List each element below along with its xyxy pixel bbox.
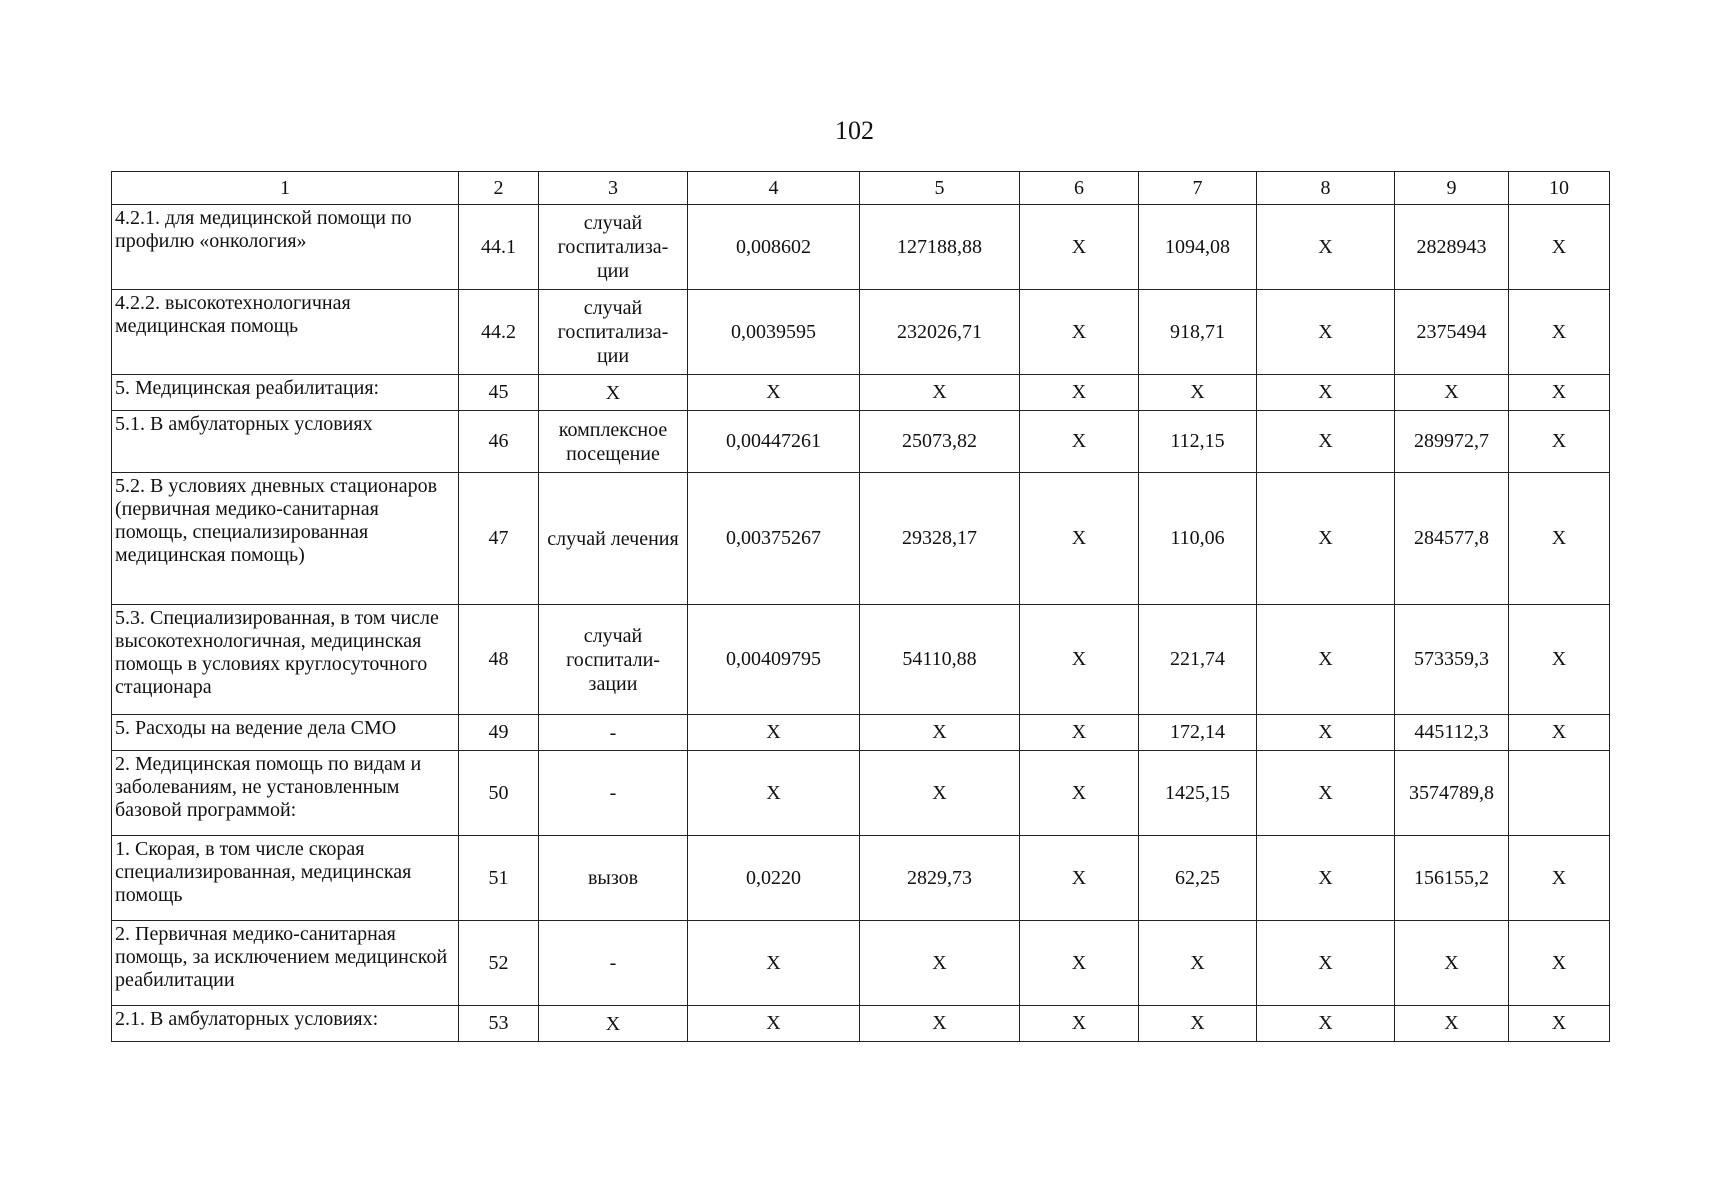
table-cell: - <box>539 715 688 751</box>
table-cell: 573359,3 <box>1395 605 1509 715</box>
table-cell: Х <box>860 921 1020 1006</box>
table-cell: 3574789,8 <box>1395 751 1509 836</box>
table-cell: 1425,15 <box>1139 751 1257 836</box>
column-number: 2 <box>459 172 539 205</box>
table-body <box>112 172 1610 1042</box>
table-cell: 46 <box>459 411 539 473</box>
table-cell: 2375494 <box>1395 290 1509 375</box>
table-cell: Х <box>1139 375 1257 411</box>
table-cell: Х <box>1509 1006 1610 1042</box>
table-cell: Х <box>1257 715 1395 751</box>
table-cell: Х <box>539 1006 688 1042</box>
table-cell: Х <box>1257 473 1395 605</box>
table-cell: Х <box>539 375 688 411</box>
table-cell: 0,00375267 <box>688 473 860 605</box>
column-number: 10 <box>1509 172 1610 205</box>
table-cell: Х <box>1139 1006 1257 1042</box>
table-cell: Х <box>1020 715 1139 751</box>
table-cell: 127188,88 <box>860 205 1020 290</box>
table-cell: Х <box>1020 375 1139 411</box>
table-cell: 2828943 <box>1395 205 1509 290</box>
table-cell: Х <box>1509 836 1610 921</box>
table-cell: 110,06 <box>1139 473 1257 605</box>
table-cell: 53 <box>459 1006 539 1042</box>
table-row <box>112 836 1610 921</box>
table-cell: 49 <box>459 715 539 751</box>
table-cell: случай госпитализа-ции <box>539 205 688 290</box>
table-row <box>112 473 1610 605</box>
table-cell: 2829,73 <box>860 836 1020 921</box>
table-cell: Х <box>1020 473 1139 605</box>
table-cell: комплексное посещение <box>539 411 688 473</box>
table-cell: 0,00409795 <box>688 605 860 715</box>
table-cell: Х <box>1509 411 1610 473</box>
table-cell: 48 <box>459 605 539 715</box>
column-number-row <box>112 172 1610 205</box>
table-cell: 0,0039595 <box>688 290 860 375</box>
row-label-cell: 2.1. В амбулаторных условиях: <box>112 1006 459 1042</box>
table-cell: Х <box>1257 751 1395 836</box>
table-cell: Х <box>1020 605 1139 715</box>
table-row <box>112 715 1610 751</box>
row-label-cell: 1. Скорая, в том числе скорая специализированная, медицинская помощь <box>112 836 459 921</box>
table-cell: Х <box>1509 605 1610 715</box>
table-row <box>112 290 1610 375</box>
column-number: 9 <box>1395 172 1509 205</box>
table-cell: 0,008602 <box>688 205 860 290</box>
table-cell: Х <box>1020 751 1139 836</box>
table-cell: Х <box>1139 921 1257 1006</box>
table-cell: 221,74 <box>1139 605 1257 715</box>
table-cell: Х <box>688 1006 860 1042</box>
table-cell: Х <box>1257 290 1395 375</box>
table-cell: Х <box>688 375 860 411</box>
table-cell: Х <box>1395 921 1509 1006</box>
table-cell: Х <box>1020 1006 1139 1042</box>
table-cell: случай лечения <box>539 473 688 605</box>
table-cell: 54110,88 <box>860 605 1020 715</box>
table-row <box>112 411 1610 473</box>
table-row <box>112 751 1610 836</box>
table-cell: Х <box>1257 375 1395 411</box>
table-cell: Х <box>1020 921 1139 1006</box>
table-cell: 918,71 <box>1139 290 1257 375</box>
table-cell: Х <box>860 751 1020 836</box>
table-cell: 232026,71 <box>860 290 1020 375</box>
table-cell: 1094,08 <box>1139 205 1257 290</box>
row-label-cell: 5. Медицинская реабилитация: <box>112 375 459 411</box>
table-cell: Х <box>1257 921 1395 1006</box>
table-cell: 44.2 <box>459 290 539 375</box>
table-cell: 50 <box>459 751 539 836</box>
column-number: 8 <box>1257 172 1395 205</box>
table-cell: Х <box>1509 290 1610 375</box>
table-cell: Х <box>1020 205 1139 290</box>
table-cell: Х <box>1509 473 1610 605</box>
table-cell: Х <box>1020 411 1139 473</box>
table-cell: Х <box>1509 715 1610 751</box>
table-cell: - <box>539 751 688 836</box>
table-cell: Х <box>1509 205 1610 290</box>
row-label-cell: 4.2.1. для медицинской помощи по профилю «онкология» <box>112 205 459 290</box>
table-cell: Х <box>1509 921 1610 1006</box>
table-cell: 289972,7 <box>1395 411 1509 473</box>
table-cell: случай госпитализа-ции <box>539 290 688 375</box>
row-label-cell: 5.2. В условиях дневных стационаров (первичная медико-санитарная помощь, специализированная медицинская помощь) <box>112 473 459 605</box>
table-cell: Х <box>1257 411 1395 473</box>
data-table <box>111 171 1610 1042</box>
table-cell: Х <box>860 715 1020 751</box>
table-cell: 62,25 <box>1139 836 1257 921</box>
table-cell: 29328,17 <box>860 473 1020 605</box>
row-label-cell: 4.2.2. высокотехнологичная медицинская помощь <box>112 290 459 375</box>
table-cell: Х <box>1395 375 1509 411</box>
column-number: 3 <box>539 172 688 205</box>
table-cell: 156155,2 <box>1395 836 1509 921</box>
table-cell: Х <box>860 1006 1020 1042</box>
table-cell: Х <box>860 375 1020 411</box>
table-cell: 0,00447261 <box>688 411 860 473</box>
column-number: 7 <box>1139 172 1257 205</box>
table-cell: Х <box>1395 1006 1509 1042</box>
row-label-cell: 2. Первичная медико-санитарная помощь, за исключением медицинской реабилитации <box>112 921 459 1006</box>
table-cell: 52 <box>459 921 539 1006</box>
row-label-cell: 5.1. В амбулаторных условиях <box>112 411 459 473</box>
table-cell: случай госпитали-зации <box>539 605 688 715</box>
table-cell: 44.1 <box>459 205 539 290</box>
table-row <box>112 921 1610 1006</box>
table-cell: Х <box>1257 1006 1395 1042</box>
table-cell: Х <box>1257 605 1395 715</box>
column-number: 4 <box>688 172 860 205</box>
table-row <box>112 205 1610 290</box>
row-label-cell: 5. Расходы на ведение дела СМО <box>112 715 459 751</box>
column-number: 5 <box>860 172 1020 205</box>
table-cell: вызов <box>539 836 688 921</box>
table-cell: Х <box>688 715 860 751</box>
table-row <box>112 605 1610 715</box>
table-cell: 445112,3 <box>1395 715 1509 751</box>
table-cell: 172,14 <box>1139 715 1257 751</box>
column-number: 6 <box>1020 172 1139 205</box>
table-cell: Х <box>1020 290 1139 375</box>
table-cell: Х <box>688 751 860 836</box>
table-cell: Х <box>688 921 860 1006</box>
table-cell: 0,0220 <box>688 836 860 921</box>
table-cell: 25073,82 <box>860 411 1020 473</box>
table-cell: Х <box>1509 375 1610 411</box>
column-number: 1 <box>112 172 459 205</box>
table-row <box>112 375 1610 411</box>
table-cell: Х <box>1257 205 1395 290</box>
row-label-cell: 2. Медицинская помощь по видам и заболеваниям, не установленным базовой программой: <box>112 751 459 836</box>
row-label-cell: 5.3. Специализированная, в том числе высокотехнологичная, медицинская помощь в условиях круглосуточного стационара <box>112 605 459 715</box>
table-cell: Х <box>1020 836 1139 921</box>
page-number: 102 <box>835 116 874 145</box>
table-cell: 47 <box>459 473 539 605</box>
table-cell: 51 <box>459 836 539 921</box>
table-cell: 284577,8 <box>1395 473 1509 605</box>
table-cell: 112,15 <box>1139 411 1257 473</box>
table-cell: 45 <box>459 375 539 411</box>
table-row <box>112 1006 1610 1042</box>
table-cell <box>1509 751 1610 836</box>
table-cell: - <box>539 921 688 1006</box>
table-cell: Х <box>1257 836 1395 921</box>
